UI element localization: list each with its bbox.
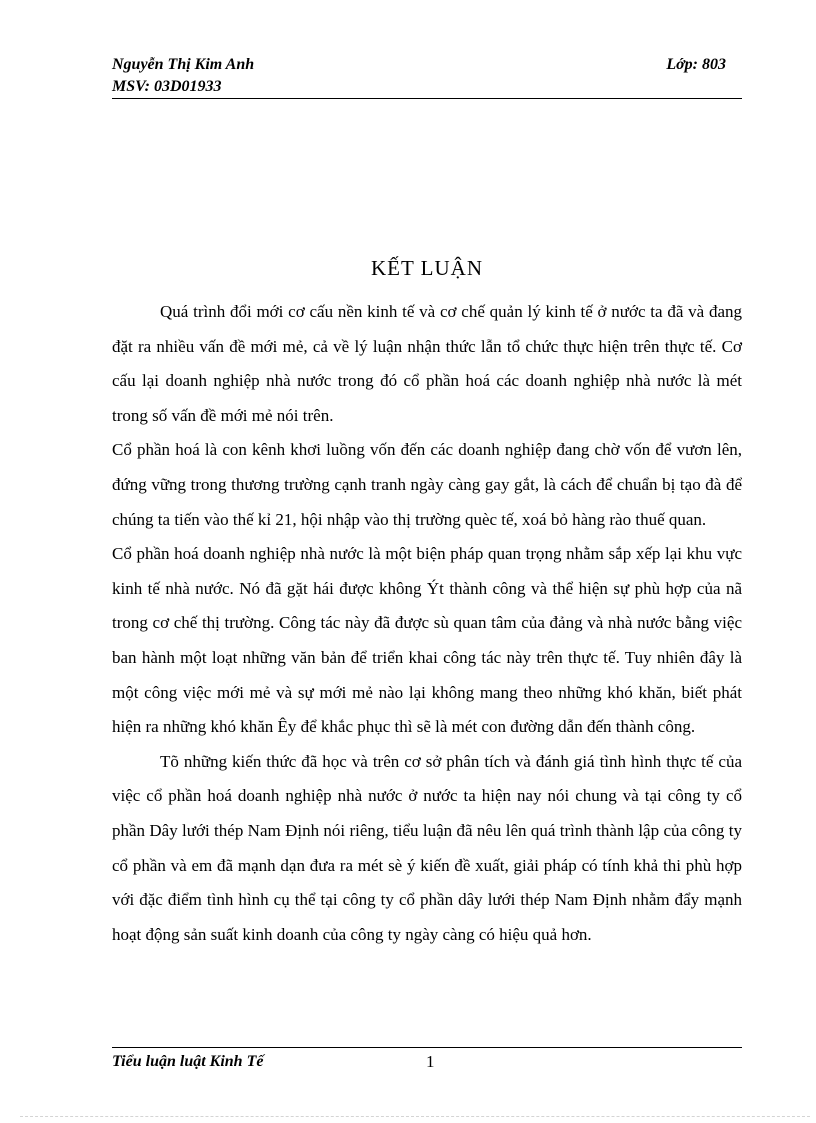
paragraph-1: Quá trình đổi mới cơ cấu nền kinh tế và cơ chế quản lý kinh tế ở nước ta đã và đang đặt ra nhiều vấn đề mới mẻ, cả về lý luận nhận thức lẫn tổ chức thực hiện trên thực tế. Cơ cấu lại doanh nghiệp nhà nước trong đó cổ phần hoá các doanh nghiệp nhà nước là mét trong số vấn đề mới mẻ nói trên. xyxy=(112,302,742,425)
header-row-bottom xyxy=(112,76,742,98)
header-divider xyxy=(112,98,742,99)
page-header xyxy=(112,54,742,98)
page-number: 1 xyxy=(426,1052,435,1071)
footer-divider xyxy=(112,1047,742,1048)
document-body xyxy=(112,295,742,952)
page-bottom-edge xyxy=(20,1116,810,1117)
paragraph-4: Tõ những kiến thức đã học và trên cơ sở phân tích và đánh giá tình hình thực tế của việc cổ phần hoá doanh nghiệp nhà nước ở nước ta hiện nay nói chung và tại công ty cổ phần Dây lưới thép Nam Định nói riêng, tiểu luận đã nêu lên quá trình thành lập của công ty cổ phần và em đã mạnh dạn đưa ra mét sè ý kiến đề xuất, giải pháp có tính khả thi phù hợp với đặc điểm tình hình cụ thể tại công ty cổ phần dây lưới thép Nam Định nhằm đẩy mạnh hoạt động sản suất kinh doanh của công ty ngày càng có hiệu quả hơn. xyxy=(112,751,742,944)
paragraph-3: Cổ phần hoá doanh nghiệp nhà nước là một biện pháp quan trọng nhằm sắp xếp lại khu vực kinh tế nhà nước. Nó đã gặt hái được không Ýt thành công và thể hiện sự phù hợp của nã trong cơ chế thị trường. Công tác này đã được sù quan tâm của đảng và nhà nước bằng việc ban hành một loạt những văn bản để triển khai công tác này trên thực tế. Tuy nhiên đây là một công việc mới mẻ và sự mới mẻ nào lại không mang theo những khó khăn, biết phát hiện ra những khó khăn Êy để khắc phục thì sẽ là mét con đường dẫn đến thành công. xyxy=(112,544,742,737)
section-title: KẾT LUẬN xyxy=(370,256,483,280)
class-label: Lớp: 803 xyxy=(666,56,726,73)
header-row-top xyxy=(112,54,742,76)
page-footer xyxy=(112,1051,742,1073)
footer-title: Tiểu luận luật Kinh Tế xyxy=(112,1053,264,1070)
paragraph-2: Cổ phần hoá là con kênh khơi luồng vốn đến các doanh nghiệp đang chờ vốn để vươn lên, đứng vững trong thương trường cạnh tranh ngày càng gay gắt, là cách để chuẩn bị tạo đà để chúng ta tiến vào thế kỉ 21, hội nhập vào thị trường quèc tế, xoá bỏ hàng rào thuế quan. xyxy=(112,440,742,529)
author-name: Nguyễn Thị Kim Anh xyxy=(112,56,255,73)
student-id: MSV: 03D01933 xyxy=(112,78,222,95)
